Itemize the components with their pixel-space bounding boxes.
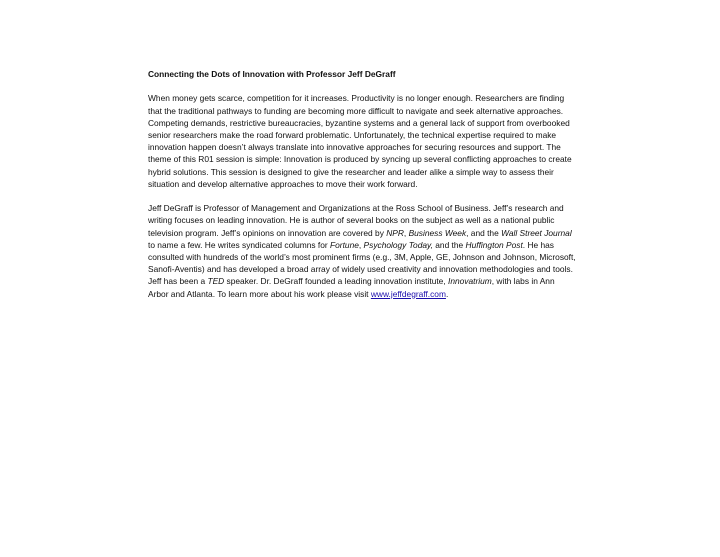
bio-text: , and the: [466, 227, 502, 238]
bio-text: to name a few. He writes syndicated columns for: [148, 239, 331, 250]
publication-psychology-today: Psychology Today,: [363, 239, 433, 250]
publication-business-week: Business Week: [408, 227, 467, 238]
bio-text: , with labs in Ann Arbor and Atlanta. To learn more about his work please visit: [148, 276, 555, 299]
bio-text: speaker. Dr. DeGraff founded a leading innovation institute,: [224, 276, 448, 287]
website-link[interactable]: www.jeffdegraff.com: [370, 288, 446, 299]
document-title: Connecting the Dots of Innovation with Professor Jeff DeGraff: [148, 69, 396, 79]
paragraph-session-description: When money gets scarce, competition for it increases. Productivity is no longer enough. Researchers are finding that the traditional pathways to funding are becoming more difficult to navigate and seek alternative approaches. Competing demands, restrictive bureaucracies, byzantine systems and a general lack of support from overbooked senior researchers make the road forward problematic. Unfortunately, the technical expertise required to make innovation happen doesn’t always translate into innovative approaches for securing resources and support. The theme of this R01 session is simple: Innovation is produced by syncing up several conflicting approaches to create hybrid solutions. This session is designed to give the researcher and leader alike a simple way to assess their situation and develop alternative approaches to move their work forward.: [148, 93, 572, 189]
innovatrium-name: Innovatrium: [448, 276, 492, 287]
ted-label: TED: [207, 276, 225, 287]
bio-text: ,: [358, 239, 364, 250]
document-page: [148, 68, 576, 300]
bio-text: . He has consulted with hundreds of the world’s most prominent firms (e.g., 3M, Apple, GE, Johnson and Johnson, Microsoft, Sanofi-Aventis) and has developed a broad array of widely used creativity and innovation methodologies and tools. Jeff has been a: [148, 239, 576, 287]
publication-npr: NPR: [386, 227, 404, 238]
bio-text: ,: [403, 227, 409, 238]
publication-fortune: Fortune: [330, 239, 359, 250]
bio-text: Jeff DeGraff is Professor of Management and Organizations at the Ross School of Business. Jeff’s research and writing focuses on leading innovation. He is author of several books on the subject as well as a national public television program. Jeff’s opinions on innovation are covered by: [148, 203, 564, 238]
paragraph-speaker-bio: [148, 202, 576, 300]
publication-huffington-post: Huffington Post: [465, 239, 523, 250]
publication-wsj: Wall Street Journal: [501, 227, 572, 238]
bio-text: and the: [432, 239, 466, 250]
bio-text: .: [445, 288, 449, 299]
